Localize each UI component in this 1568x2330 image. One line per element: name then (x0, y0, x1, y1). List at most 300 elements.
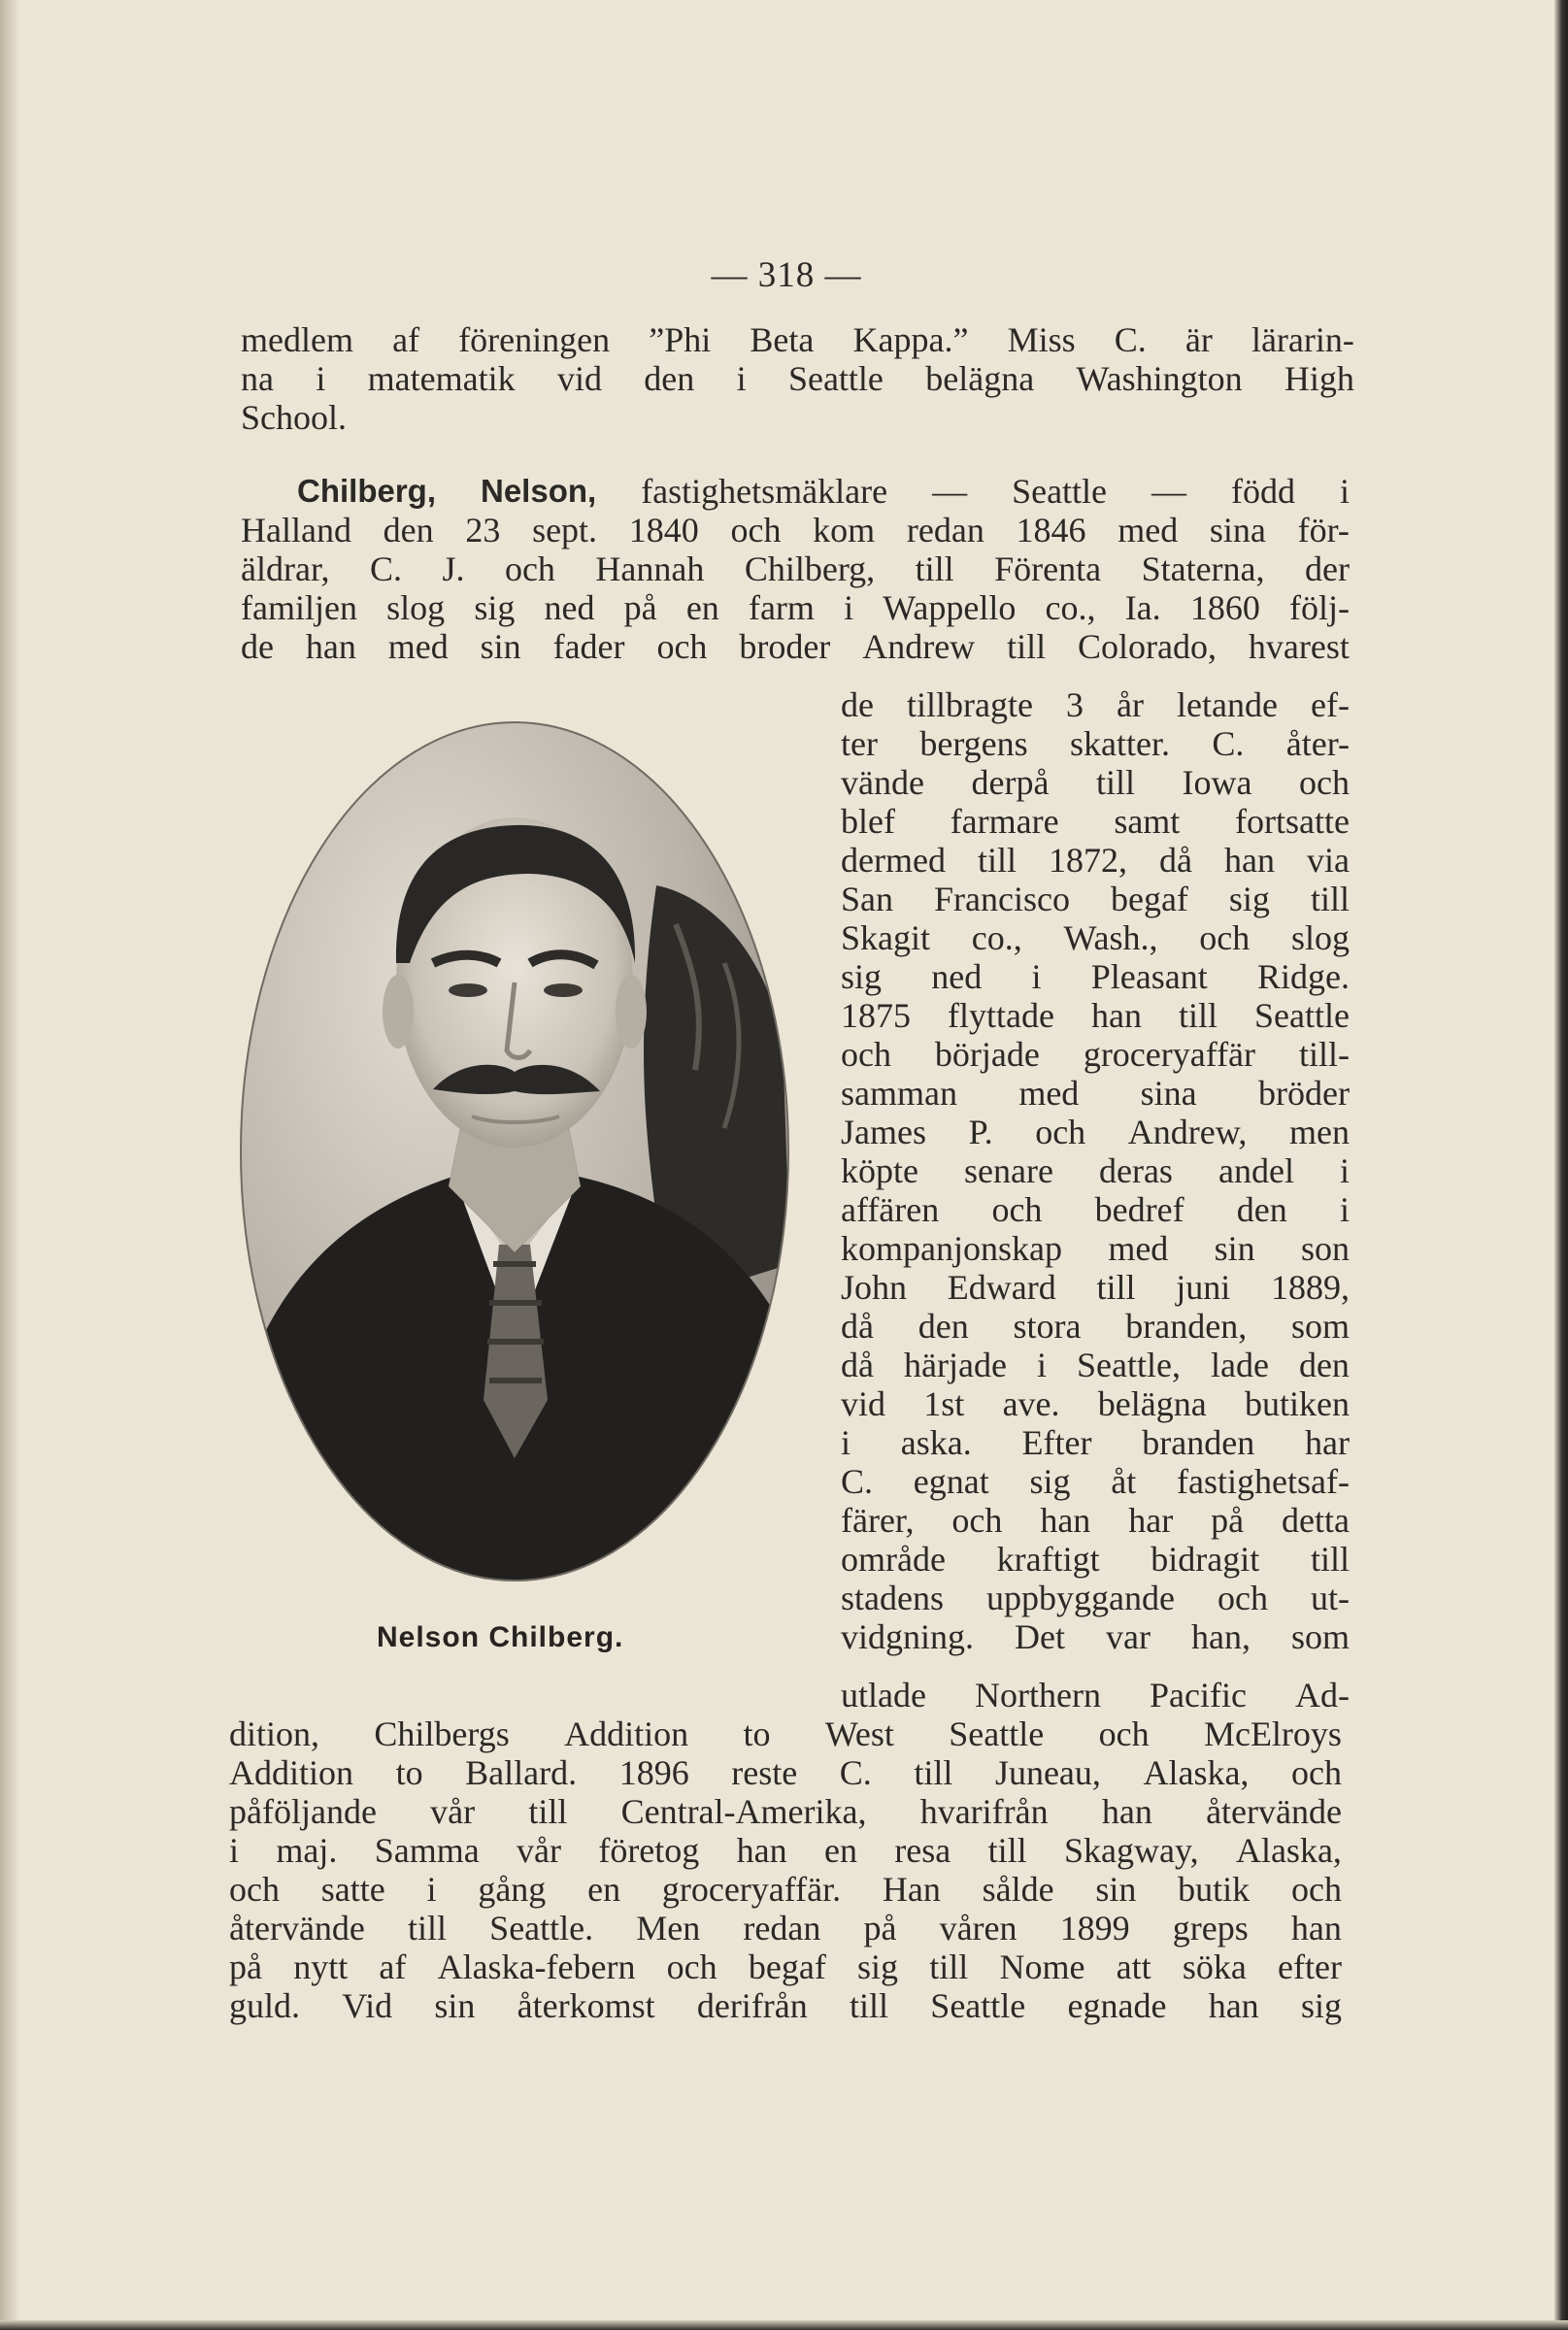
word: butiken (1245, 1384, 1350, 1423)
word: och (991, 1190, 1043, 1229)
word: sin (480, 627, 521, 666)
word: sig (1228, 880, 1270, 918)
word: Men (636, 1909, 701, 1947)
word: Andrew, (1127, 1113, 1248, 1151)
word: område (841, 1540, 946, 1579)
text-line (841, 1229, 1350, 1268)
word: andel (1218, 1151, 1294, 1190)
word: till (1096, 1268, 1136, 1307)
word: de (841, 685, 874, 724)
word: Kappa.” (852, 320, 969, 359)
word: matematik (367, 359, 516, 398)
word: den (644, 359, 695, 398)
text-line (841, 802, 1350, 841)
word: åt (1111, 1462, 1137, 1501)
word: farm (748, 588, 815, 627)
word: Wash., (1063, 918, 1158, 957)
word: Seattle (1254, 996, 1350, 1035)
word: bedref (1094, 1190, 1184, 1229)
word: ef- (1311, 685, 1350, 724)
word: och (730, 511, 782, 549)
word: till- (1298, 1035, 1350, 1074)
text-line (241, 627, 1350, 666)
word: belägna (925, 359, 1035, 398)
word: fastighetsmäklare (641, 472, 888, 511)
text-line (841, 1113, 1350, 1151)
word: deras (1098, 1151, 1173, 1190)
word: sin (1214, 1229, 1255, 1268)
word: som (1290, 1307, 1350, 1346)
word: juni (1176, 1268, 1231, 1307)
word: och (666, 1947, 717, 1986)
word: återvände (1206, 1792, 1342, 1831)
portrait-photo (239, 720, 790, 1582)
word: sig (841, 957, 883, 996)
word: Seattle. (489, 1909, 594, 1947)
word: återvände (229, 1909, 365, 1947)
word: har (1305, 1423, 1350, 1462)
word: 3 (1066, 685, 1084, 724)
word: lärarin- (1251, 320, 1354, 359)
word: Samma (374, 1831, 480, 1870)
word: kraftigt (996, 1540, 1100, 1579)
word: han (1224, 841, 1275, 880)
word: Washington (1076, 359, 1243, 398)
word: och (951, 1501, 1003, 1540)
word: Seattle, (1076, 1346, 1181, 1384)
word: Seattle (930, 1986, 1026, 2025)
word: och (1199, 918, 1251, 957)
word: co., (1045, 588, 1096, 627)
word: i (844, 588, 854, 627)
text-line (841, 1501, 1350, 1540)
word: der (1304, 549, 1350, 588)
word: slog (386, 588, 446, 627)
word: sig (857, 1947, 899, 1986)
word: groceryaffär (1083, 1035, 1256, 1074)
word: och (1098, 1714, 1150, 1753)
word: i (1036, 1346, 1047, 1384)
word: affären (841, 1190, 940, 1229)
word: i (1339, 1190, 1350, 1229)
word: till (528, 1792, 568, 1831)
text-line (841, 724, 1350, 763)
word: till (1310, 880, 1350, 918)
word: år (1117, 685, 1145, 724)
word: till (408, 1909, 448, 1947)
word: efter (1278, 1947, 1342, 1986)
word: uppbyggande (986, 1579, 1175, 1617)
word: James (841, 1113, 926, 1151)
word: i (426, 1870, 437, 1909)
word: den (1298, 1346, 1350, 1384)
text-line (841, 1579, 1350, 1617)
word: föreningen (458, 320, 611, 359)
word: 1872, (1049, 841, 1127, 880)
word: San (841, 880, 893, 918)
word: till (977, 841, 1017, 880)
word: C. (841, 1462, 874, 1501)
text-line (241, 511, 1350, 549)
word: West (824, 1714, 894, 1753)
word: medlem (241, 320, 353, 359)
word: derifrån (696, 1986, 808, 2025)
word: samt (1114, 802, 1181, 841)
word: Juneau, (994, 1753, 1101, 1792)
word: to (743, 1714, 771, 1753)
word: Nome (999, 1947, 1085, 1986)
text-line (241, 320, 1354, 359)
word: senare (964, 1151, 1053, 1190)
word: till (1007, 627, 1047, 666)
word: tillbragte (907, 685, 1033, 724)
word: till (1095, 763, 1135, 802)
word: utlade (841, 1676, 926, 1714)
word: Pacific (1150, 1676, 1247, 1714)
word: hvarest (1248, 627, 1350, 666)
word: letande (1177, 685, 1278, 724)
word: gång (478, 1870, 547, 1909)
word: till (915, 549, 954, 588)
word: P. (968, 1113, 993, 1151)
word: han, (1190, 1617, 1251, 1656)
word: John (841, 1268, 908, 1307)
word: C. (839, 1753, 872, 1792)
word: fortsatte (1235, 802, 1350, 841)
word: egnat (913, 1462, 989, 1501)
word: bergens (919, 724, 1028, 763)
word: sig (474, 588, 516, 627)
word: den (917, 1307, 969, 1346)
text-line (841, 1268, 1350, 1307)
word: vid (841, 1384, 886, 1423)
word: vidgning. (841, 1617, 975, 1656)
word: broder (739, 627, 831, 666)
word: Seattle (787, 359, 884, 398)
word: Andrew (862, 627, 976, 666)
word: J. (442, 549, 465, 588)
word: Ridge. (1257, 957, 1350, 996)
text-line (229, 1792, 1342, 1831)
word: till (850, 1986, 889, 2025)
word: han (1090, 996, 1142, 1035)
word: dition, (229, 1714, 320, 1753)
word: återkomst (517, 1986, 655, 2025)
word: och (1291, 1753, 1342, 1792)
text-line (229, 1870, 1342, 1909)
word: son (1300, 1229, 1350, 1268)
word: Skagway, (1063, 1831, 1199, 1870)
word: är (1184, 320, 1213, 359)
text-line (297, 472, 1350, 511)
word: branden, (1125, 1307, 1248, 1346)
word: fader (552, 627, 625, 666)
word: han (1101, 1792, 1152, 1831)
word: kom (813, 511, 876, 549)
word: påföljande (229, 1792, 377, 1831)
word: i (316, 359, 326, 398)
word: detta (1282, 1501, 1350, 1540)
text-line (841, 957, 1350, 996)
word: aska. (900, 1423, 972, 1462)
word: 1846 (1016, 511, 1086, 549)
word: Chilberg, (297, 473, 437, 509)
word: ter (841, 724, 878, 763)
text-line (841, 1035, 1350, 1074)
word: Northern (975, 1676, 1101, 1714)
word: Han (882, 1870, 941, 1909)
word: ned (544, 588, 595, 627)
word: Det (1015, 1617, 1065, 1656)
word: 1875 (841, 996, 911, 1035)
word: då (841, 1346, 874, 1384)
word: derpå (971, 763, 1050, 802)
word: C. (1114, 320, 1147, 359)
text-line (841, 685, 1350, 724)
word: Seattle (1012, 472, 1108, 511)
word: Förenta (994, 549, 1102, 588)
word: satte (320, 1870, 385, 1909)
word: på (623, 588, 657, 627)
word: för- (1297, 511, 1350, 549)
word: ”Phi (649, 320, 712, 359)
word: som (1290, 1617, 1350, 1656)
word: maj. (276, 1831, 338, 1870)
word: McElroys (1203, 1714, 1342, 1753)
word: har (1128, 1501, 1174, 1540)
word: familjen (241, 588, 357, 627)
word: sig (1300, 1986, 1342, 2025)
word: resa (894, 1831, 951, 1870)
word: stora (1013, 1307, 1082, 1346)
text-line (841, 1676, 1350, 1714)
word: han (1208, 1986, 1259, 2025)
text-line (841, 1307, 1350, 1346)
word: Hannah (595, 549, 705, 588)
word: ave. (1002, 1384, 1060, 1423)
word: på (1211, 1501, 1245, 1540)
word: Edward (947, 1268, 1056, 1307)
word: ned (931, 957, 983, 996)
word: Alaska, (1143, 1753, 1250, 1792)
word: groceryaffär. (661, 1870, 842, 1909)
page-edge-bottom (0, 2320, 1568, 2330)
word: co., (971, 918, 1022, 957)
word: sålde (982, 1870, 1054, 1909)
word: köpte (841, 1151, 918, 1190)
word: på (229, 1947, 262, 1986)
text-line (841, 1423, 1350, 1462)
word: af (392, 320, 420, 359)
word: nytt (293, 1947, 349, 1986)
text-line (841, 841, 1350, 880)
word: och (656, 627, 708, 666)
word: Francisco (934, 880, 1070, 918)
text-line (841, 1462, 1350, 1501)
word: blef (841, 802, 895, 841)
word: började (934, 1035, 1040, 1074)
word: Nelson, (481, 473, 597, 509)
word: vände (841, 763, 924, 802)
word: till (1310, 1540, 1350, 1579)
text-line (241, 588, 1350, 627)
word: slog (1290, 918, 1350, 957)
word: Chilbergs (374, 1714, 510, 1753)
word: greps (1172, 1909, 1249, 1947)
word: i (841, 1423, 851, 1462)
word: High (1284, 359, 1354, 398)
word: då (841, 1307, 874, 1346)
binding-gutter (0, 0, 19, 2330)
word: vår (430, 1792, 476, 1831)
text-line (841, 763, 1350, 802)
word: Addition (229, 1753, 354, 1792)
text-line (229, 1947, 1342, 1986)
word: flyttade (948, 996, 1054, 1035)
word: ut- (1310, 1579, 1350, 1617)
word: na (241, 359, 274, 398)
text-line (841, 918, 1350, 957)
word: egnade (1067, 1986, 1167, 2025)
word: de (241, 627, 274, 666)
word: C. (1212, 724, 1245, 763)
page-edge-right (1554, 0, 1568, 2330)
word: en (587, 1870, 621, 1909)
word: sig (1029, 1462, 1071, 1501)
word: kompanjonskap (841, 1229, 1062, 1268)
word: stadens (841, 1579, 944, 1617)
word: men (1289, 1113, 1350, 1151)
word: söka (1182, 1947, 1247, 1986)
text-line (841, 1617, 1350, 1656)
word: Efter (1021, 1423, 1092, 1462)
word: med (1018, 1074, 1080, 1113)
word: begaf (748, 1947, 826, 1986)
word: begaf (1110, 880, 1188, 918)
word: guld. (229, 1986, 301, 2025)
text-line (241, 359, 1354, 398)
word: i (1031, 957, 1042, 996)
word: — (1151, 472, 1187, 511)
word: Ia. (1124, 588, 1161, 627)
word: Beta (750, 320, 815, 359)
word: med (387, 627, 449, 666)
word: i (1339, 472, 1350, 511)
word: sin (1095, 1870, 1137, 1909)
word: företog (598, 1831, 700, 1870)
word: var (1106, 1617, 1151, 1656)
word: Staterna, (1141, 549, 1265, 588)
word: i (736, 359, 747, 398)
word: 1889, (1270, 1268, 1350, 1307)
text-line (229, 1714, 1342, 1753)
word: Alaska-febern (437, 1947, 636, 1986)
text-line (841, 1190, 1350, 1229)
page-number: — 318 — (711, 255, 862, 295)
word: dermed (841, 841, 946, 880)
word: äldrar, (241, 549, 330, 588)
word: C. (369, 549, 402, 588)
word: Iowa (1182, 763, 1252, 802)
word: till (1178, 996, 1218, 1035)
word: Ballard. (465, 1753, 578, 1792)
word: sin (434, 1986, 476, 2025)
word: vid (556, 359, 602, 398)
word: 1840 (628, 511, 699, 549)
text-line (229, 1909, 1342, 1947)
word: följ- (1289, 588, 1350, 627)
text-line (841, 1074, 1350, 1113)
text-line (841, 1346, 1350, 1384)
word: att (1116, 1947, 1151, 1986)
word: en (685, 588, 719, 627)
word: den (383, 511, 434, 549)
word: då (1159, 841, 1192, 880)
word: och (1035, 1113, 1086, 1151)
word: och (841, 1035, 891, 1074)
word: af (379, 1947, 407, 1986)
word: till (914, 1753, 953, 1792)
word: en (823, 1831, 857, 1870)
word: Pleasant (1090, 957, 1208, 996)
word: School. (241, 398, 348, 437)
word: Ad- (1294, 1676, 1350, 1714)
word: farmare (950, 802, 1059, 841)
word: Addition (564, 1714, 689, 1753)
text-line (241, 549, 1350, 588)
word: våren (939, 1909, 1018, 1947)
word: reste (731, 1753, 798, 1792)
word: fastighetsaf- (1177, 1462, 1350, 1501)
word: Colorado, (1078, 627, 1217, 666)
word: till (929, 1947, 969, 1986)
word: sina (1209, 511, 1266, 549)
word: sept. (532, 511, 598, 549)
text-line (841, 1384, 1350, 1423)
word: Chilberg, (744, 549, 876, 588)
word: belägna (1097, 1384, 1207, 1423)
word: och (504, 549, 555, 588)
text-line (241, 398, 347, 437)
word: branden (1142, 1423, 1255, 1462)
word: via (1307, 841, 1350, 880)
word: den (1236, 1190, 1287, 1229)
word: och (1298, 763, 1350, 802)
text-line (841, 1151, 1350, 1190)
word: bröder (1258, 1074, 1350, 1113)
word: han (1040, 1501, 1091, 1540)
word: till (987, 1831, 1027, 1870)
word: lade (1210, 1346, 1269, 1384)
word: hvarifrån (919, 1792, 1049, 1831)
word: på (863, 1909, 897, 1947)
word: Wappello (883, 588, 1017, 627)
text-line (841, 880, 1350, 918)
word: och (229, 1870, 280, 1909)
word: 1896 (618, 1753, 689, 1792)
word: och (1290, 1870, 1342, 1909)
word: med (1118, 511, 1179, 549)
word: bidragit (1151, 1540, 1260, 1579)
word: med (1108, 1229, 1169, 1268)
word: redan (743, 1909, 821, 1947)
word: och (1217, 1579, 1268, 1617)
text-line (229, 1831, 1342, 1870)
word: butik (1178, 1870, 1251, 1909)
text-line (229, 1986, 1342, 2025)
text-line (841, 1540, 1350, 1579)
word: åter- (1285, 724, 1350, 763)
